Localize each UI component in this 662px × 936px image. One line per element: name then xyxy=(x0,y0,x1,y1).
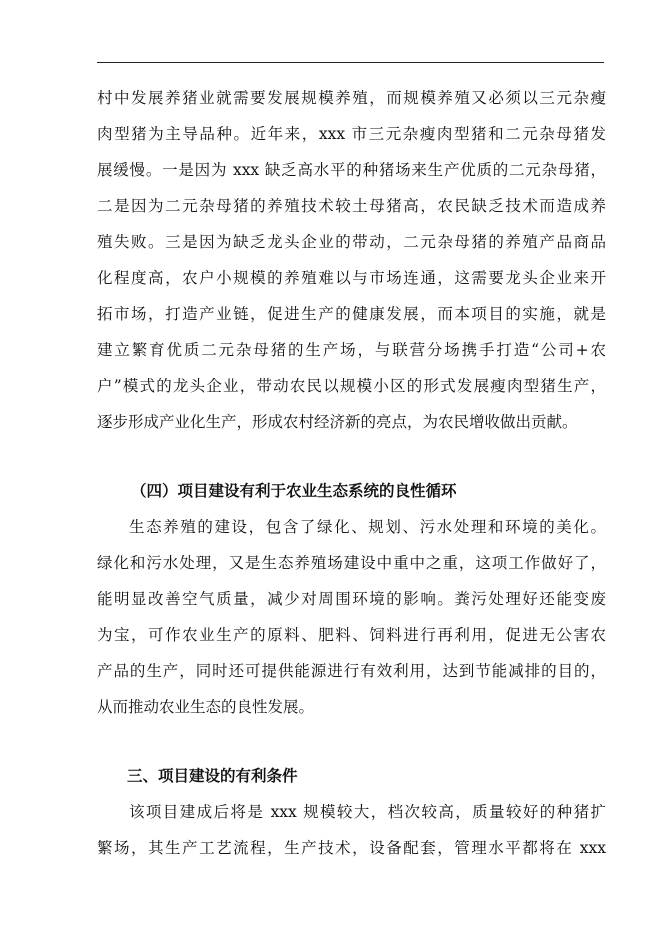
paragraph-favorable-conditions xyxy=(97,794,606,866)
paragraph-line: 绿化和污水处理，又是生态养殖场建设中重中之重，这项工作做好了， xyxy=(97,554,606,572)
paragraph-ecology xyxy=(97,509,606,725)
paragraph-line: 展缓慢。一是因为 xxx 缺乏高水平的种猪场来生产优质的二元杂母猪， xyxy=(97,161,606,179)
paragraph-line: 建立繁育优质二元杂母猪的生产场，与联营分场携手打造“公司+农 xyxy=(97,341,606,359)
paragraph-line: 肉型猪为主导品种。近年来，xxx 市三元杂瘦肉型猪和二元杂母猪发 xyxy=(97,125,606,143)
paragraph-line: 产品的生产，同时还可提供能源进行有效利用，达到节能减排的目的， xyxy=(97,662,606,680)
paragraph-line: 从而推动农业生态的良性发展。 xyxy=(97,698,315,716)
paragraph-line: 该项目建成后将是 xxx 规模较大，档次较高，质量较好的种猪扩 xyxy=(129,803,606,821)
section-heading: 三、项目建设的有利条件 xyxy=(127,766,298,785)
paragraph-line: 能明显改善空气质量，减少对周围环境的影响。粪污处理好还能变废 xyxy=(97,590,606,608)
paragraph-line: 为宝，可作农业生产的原料、肥料、饲料进行再利用，促进无公害农 xyxy=(97,626,606,644)
spacer xyxy=(97,440,606,473)
document-body xyxy=(97,80,606,866)
paragraph-line: 户”模式的龙头企业，带动农民以规模小区的形式发展瘦肉型猪生产， xyxy=(97,377,606,395)
paragraph-line: 拓市场，打造产业链，促进生产的健康发展，而本项目的实施，就是 xyxy=(97,305,606,323)
spacer xyxy=(97,725,606,758)
paragraph-line: 逐步形成产业化生产，形成农村经济新的亮点，为农民增收做出贡献。 xyxy=(97,413,578,431)
subsection-heading: （四）项目建设有利于农业生态系统的良性循环 xyxy=(131,481,457,500)
header-rule xyxy=(97,62,604,63)
paragraph-line: 二是因为二元杂母猪的养殖技术较土母猪高，农民缺乏技术而造成养 xyxy=(97,197,606,215)
paragraph-line: 生态养殖的建设，包含了绿化、规划、污水处理和环境的美化。 xyxy=(129,518,606,536)
paragraph-line: 殖失败。三是因为缺乏龙头企业的带动，二元杂母猪的养殖产品商品 xyxy=(97,233,606,251)
paragraph-line: 繁场，其生产工艺流程，生产技术，设备配套，管理水平都将在 xxx xyxy=(97,839,606,857)
paragraph-pig-farming xyxy=(97,80,606,440)
paragraph-line: 村中发展养猪业就需要发展规模养殖，而规模养殖又必须以三元杂瘦 xyxy=(97,89,606,107)
paragraph-line: 化程度高，农户小规模的养殖难以与市场连通，这需要龙头企业来开 xyxy=(97,269,606,287)
